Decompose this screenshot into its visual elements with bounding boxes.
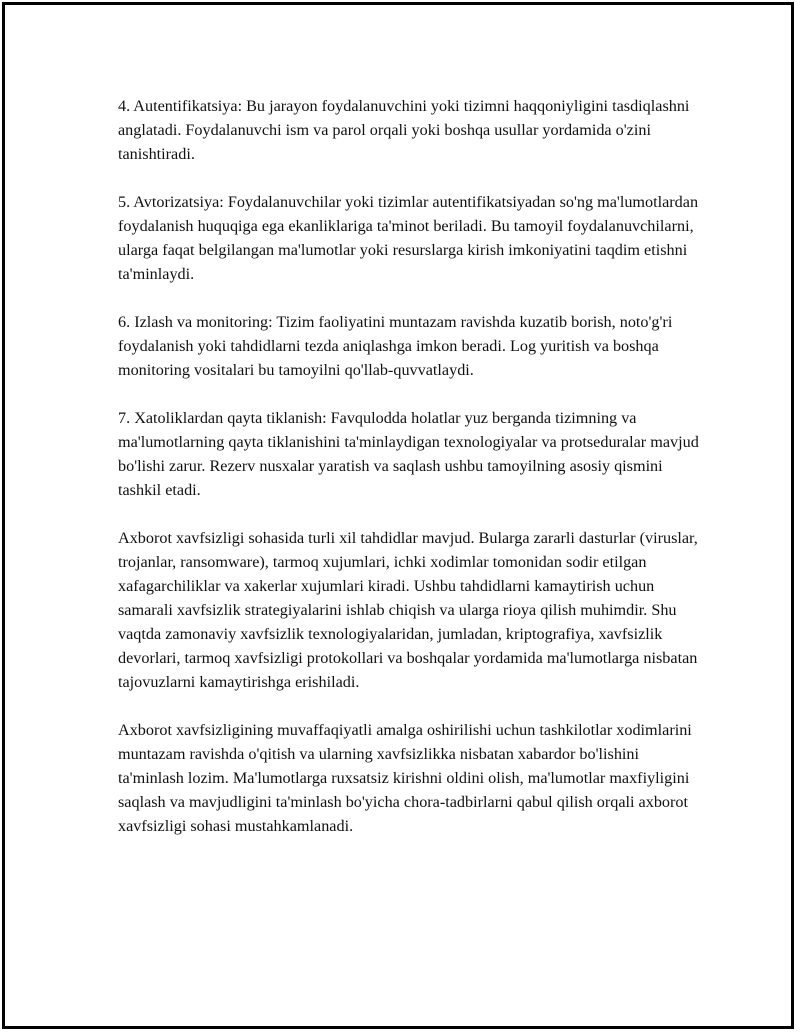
paragraph-conclusion: Axborot xavfsizligining muvaffaqiyatli amalga oshirilishi uchun tashkilotlar xodimlarini muntazam ravishda o'qitish va ularning xavfsizlikka nisbatan xabardor bo'lishini ta'minlash lozim. Ma'lumotlarga ruxsatsiz kirishni oldini olish, ma'lumotlar maxfiyligini saqlash va mavjudligini ta'minlash bo'yicha chora-tadbirlarni qabul qilish orqali axborot xavfsizligi sohasi mustahkamlanadi. — [118, 721, 692, 835]
paragraph-authentication: 4. Autentifikatsiya: Bu jarayon foydalanuvchini yoki tizimni haqqoniyligini tasdiqlashni anglatadi. Foydalanuvchi ism va parol orqali yoki boshqa usullar yordamida o'zini tanishtiradi. — [118, 97, 690, 163]
paragraph-threats: Axborot xavfsizligi sohasida turli xil tahdidlar mavjud. Bularga zararli dasturlar (viruslar, trojanlar, ransomware), tarmoq xujumlari, ichki xodimlar tomonidan sodir etilgan xafagarchiliklar va xakerlar xujumlari kiradi. Ushbu tahdidlarni kamaytirish uchun samarali xavfsizlik strategiyalarini ishlab chiqish va ularga rioya qilish muhimdir. Shu vaqtda zamonaviy xavfsizlik texnologiyalaridan, jumladan, kriptografiya, xavfsizlik devorlari, tarmoq xavfsizligi protokollari va boshqalar yordamida ma'lumotlarga nisbatan tajovuzlarni kamaytirishga erishiladi. — [118, 529, 698, 691]
paragraph-monitoring: 6. Izlash va monitoring: Tizim faoliyatini muntazam ravishda kuzatib borish, noto'g'ri foydalanish yoki tahdidlarni tezda aniqlashga imkon beradi. Log yuritish va boshqa monitoring vositalari bu tamoyilni qo'llab-quvvatlaydi. — [118, 313, 673, 379]
paragraph-recovery: 7. Xatoliklardan qayta tiklanish: Favqulodda holatlar yuz berganda tizimning va ma'lumotlarning qayta tiklanishini ta'minlaydigan texnologiyalar va protseduralar mavjud bo'lishi zarur. Rezerv nusxalar yaratish va saqlash ushbu tamoyilning asosiy qismini tashkil etadi. — [118, 409, 699, 499]
document-body — [118, 94, 708, 862]
paragraph-authorization: 5. Avtorizatsiya: Foydalanuvchilar yoki tizimlar autentifikatsiyadan so'ng ma'lumotlardan foydalanish huquqiga ega ekanliklariga ta'minot beriladi. Bu tamoyil foydalanuvchilarni, ularga faqat belgilangan ma'lumotlar yoki resurslarga kirish imkoniyatini taqdim etishni ta'minlaydi. — [118, 193, 699, 283]
